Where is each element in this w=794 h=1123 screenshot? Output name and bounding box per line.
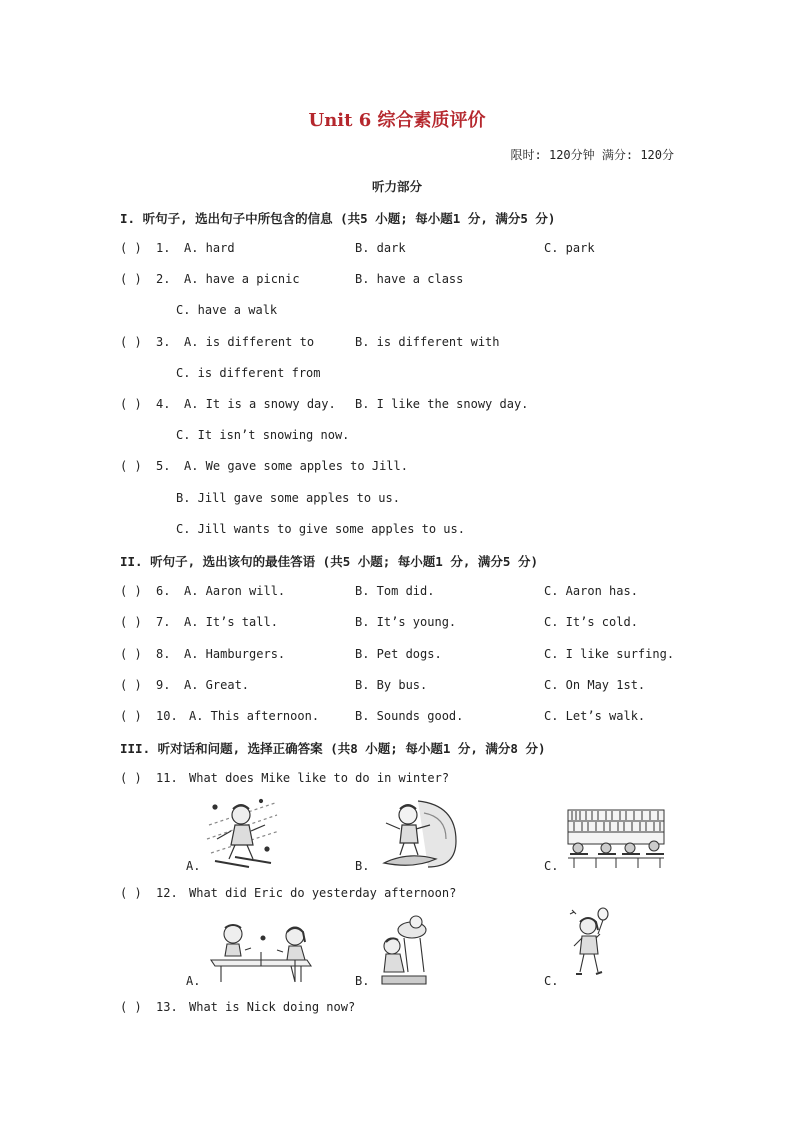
option-a-label: A. — [186, 974, 201, 988]
option-c: C. It isn’t snowing now. — [176, 428, 350, 442]
option-b-label: B. — [355, 974, 370, 988]
option-b: B. Tom did. — [355, 584, 435, 598]
option-b: B. Jill gave some apples to us. — [176, 491, 400, 505]
option-b: B. By bus. — [355, 678, 428, 692]
badminton-girl-illustration[interactable] — [568, 906, 610, 986]
option-b: B. have a class — [355, 272, 464, 286]
surfing-boy-illustration[interactable] — [378, 797, 460, 871]
option-c: C. have a walk — [176, 303, 278, 317]
option-a: A. We gave some apples to Jill. — [184, 459, 408, 473]
table-tennis-illustration[interactable] — [207, 922, 315, 984]
library-reading-illustration[interactable] — [566, 808, 666, 870]
option-b-label: B. — [355, 859, 370, 873]
answer-blank[interactable]: ( ) — [120, 709, 142, 723]
question-number: 8. — [156, 647, 171, 661]
part-title: 听力部分 — [371, 179, 422, 194]
answer-blank[interactable]: ( ) — [120, 272, 142, 286]
time-score-info: 限时: 120分钟 满分: 120分 — [510, 148, 674, 162]
question-number: 12. — [156, 886, 178, 900]
option-a: A. Great. — [184, 678, 250, 692]
answer-blank[interactable]: ( ) — [120, 584, 142, 598]
answer-blank[interactable]: ( ) — [120, 647, 142, 661]
answer-blank[interactable]: ( ) — [120, 335, 142, 349]
option-c: C. Jill wants to give some apples to us. — [176, 522, 465, 536]
option-c: C. Let’s walk. — [544, 709, 646, 723]
kids-at-table-illustration[interactable] — [378, 912, 430, 986]
option-b: B. It’s young. — [355, 615, 457, 629]
option-c: C. On May 1st. — [544, 678, 646, 692]
option-b: B. dark — [355, 241, 406, 255]
question-number: 5. — [156, 459, 171, 473]
question-number: 7. — [156, 615, 171, 629]
question-number: 3. — [156, 335, 171, 349]
option-a: A. is different to — [184, 335, 315, 349]
answer-blank[interactable]: ( ) — [120, 678, 142, 692]
option-a: A. Aaron will. — [184, 584, 286, 598]
section-1-heading: I. 听句子, 选出句子中所包含的信息 (共5 小题; 每小题1 分, 满分5 分) — [120, 211, 556, 226]
answer-blank[interactable]: ( ) — [120, 397, 142, 411]
option-c: C. Aaron has. — [544, 584, 638, 598]
question-text: What does Mike like to do in winter? — [189, 771, 450, 785]
answer-blank[interactable]: ( ) — [120, 771, 142, 785]
question-number: 10. — [156, 709, 178, 723]
option-b: B. is different with — [355, 335, 500, 349]
option-a: A. It is a snowy day. — [184, 397, 336, 411]
answer-blank[interactable]: ( ) — [120, 886, 142, 900]
option-a: A. This afternoon. — [189, 709, 320, 723]
question-number: 9. — [156, 678, 171, 692]
option-b: B. Pet dogs. — [355, 647, 442, 661]
question-number: 4. — [156, 397, 171, 411]
option-c-label: C. — [544, 859, 559, 873]
question-number: 2. — [156, 272, 171, 286]
option-c: C. It’s cold. — [544, 615, 638, 629]
answer-blank[interactable]: ( ) — [120, 1000, 142, 1014]
answer-blank[interactable]: ( ) — [120, 615, 142, 629]
option-b: B. Sounds good. — [355, 709, 464, 723]
option-c-label: C. — [544, 974, 559, 988]
question-text: What did Eric do yesterday afternoon? — [189, 886, 457, 900]
option-a: A. Hamburgers. — [184, 647, 286, 661]
option-a: A. have a picnic — [184, 272, 300, 286]
option-a-label: A. — [186, 859, 201, 873]
question-text: What is Nick doing now? — [189, 1000, 356, 1014]
question-number: 11. — [156, 771, 178, 785]
option-b: B. I like the snowy day. — [355, 397, 529, 411]
question-number: 1. — [156, 241, 171, 255]
skiing-boy-illustration[interactable] — [205, 795, 281, 871]
question-number: 13. — [156, 1000, 178, 1014]
option-c: C. park — [544, 241, 595, 255]
option-c: C. is different from — [176, 366, 321, 380]
option-c: C. I like surfing. — [544, 647, 675, 661]
option-a: A. It’s tall. — [184, 615, 278, 629]
answer-blank[interactable]: ( ) — [120, 241, 142, 255]
section-3-heading: III. 听对话和问题, 选择正确答案 (共8 小题; 每小题1 分, 满分8 分) — [120, 741, 546, 756]
option-a: A. hard — [184, 241, 235, 255]
section-2-heading: II. 听句子, 选出该句的最佳答语 (共5 小题; 每小题1 分, 满分5 分) — [120, 554, 538, 569]
page-title: Unit 6 综合素质评价 — [308, 110, 486, 131]
answer-blank[interactable]: ( ) — [120, 459, 142, 473]
question-number: 6. — [156, 584, 171, 598]
